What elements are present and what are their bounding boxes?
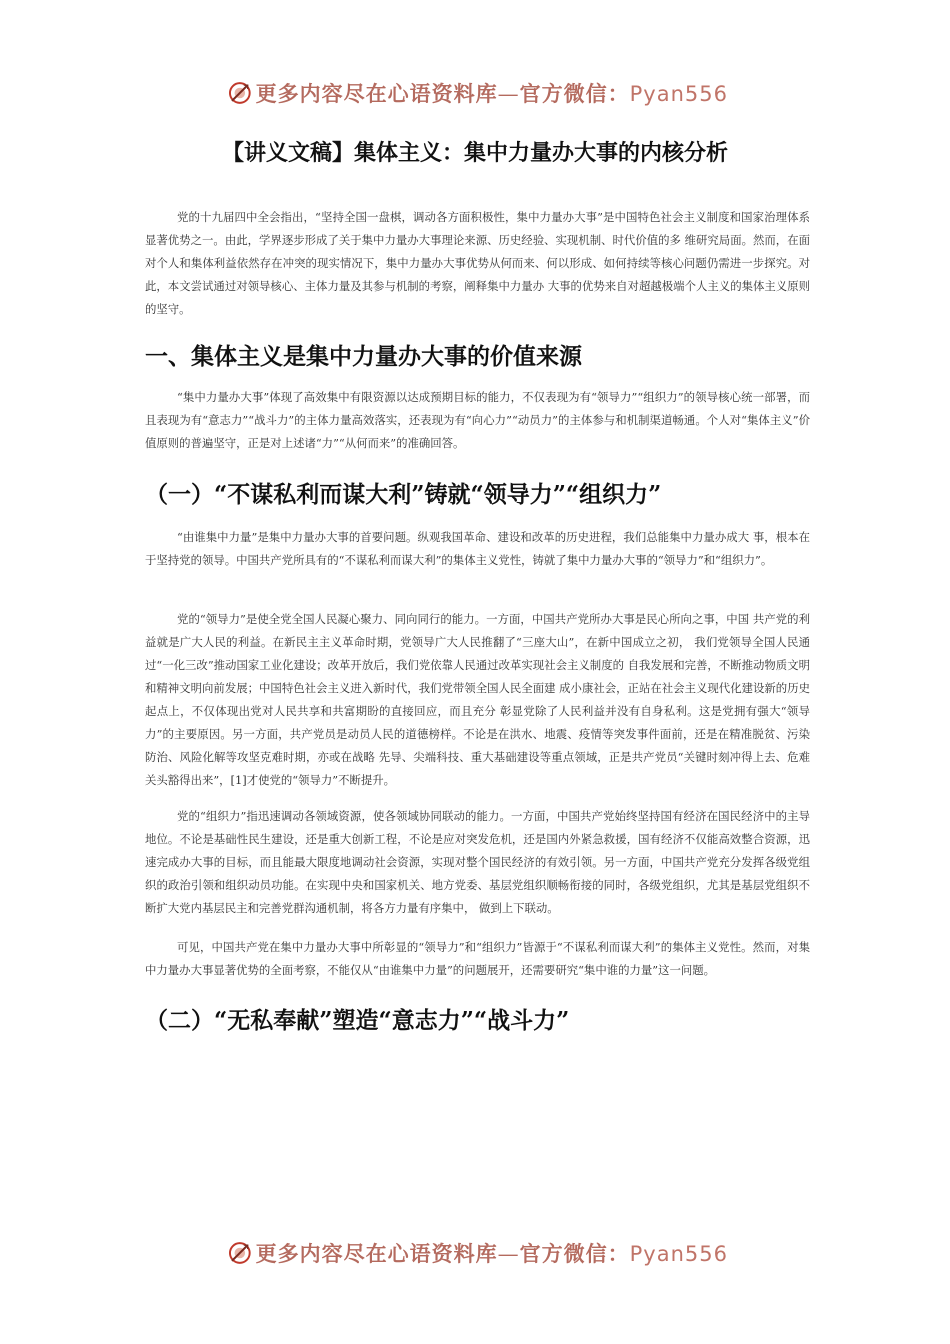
banner-text: 更多内容尽在心语资料库—官方微信：Pyan556 <box>255 81 728 106</box>
section-1-paragraph: “集中力量办大事”体现了高效集中有限资源以达成预期目标的能力，不仅表现为有“领导力”“组织力”的领导核心统一部署，而且表现为有“意志力”“战斗力”的主体力量高效落实，还表现为有“向心力”“动员力”的主体参与和机制渠道畅通。个人对“集体主义”价值原则的普遍坚守，正是对上述诸“力”“从何而来”的准确回答。 <box>145 390 810 450</box>
subsection-1-paragraph-1: “由谁集中力量”是集中力量办大事的首要问题。纵观我国革命、建设和改革的历史进程，我们总能集中力量办成大 事，根本在于坚持党的领导。中国共产党所具有的“不谋私利而谋大利”的集体主义党性，铸就了集中力量办大事的“领导力”和“组织力”。 <box>145 530 810 567</box>
section-1-heading: 一、集体主义是集中力量办大事的价值来源 <box>145 344 582 370</box>
brand-logo-icon <box>228 75 252 111</box>
banner-text: 更多内容尽在心语资料库—官方微信：Pyan556 <box>255 1241 728 1266</box>
header-banner <box>228 73 728 113</box>
subsection-2-heading: （二）“无私奉献”塑造“意志力”“战斗力” <box>145 1007 570 1034</box>
brand-logo-icon <box>228 1235 252 1271</box>
footer-banner <box>228 1233 728 1273</box>
subsection-1-paragraph-3: 党的“组织力”指迅速调动各领域资源，使各领域协同联动的能力。一方面，中国共产党始终坚持国有经济在国民经济中的主导地位。不论是基础性民生建设，还是重大创新工程，不论是应对突发危机，还是国内外紧急救援，国有经济不仅能高效整合资源，迅速完成办大事的目标，而且能最大限度地调动社会资源，实现对整个国民经济的有效引领。另一方面，中国共产党充分发挥各级党组织的政治引领和组织动员功能。在实现中央和国家机关、地方党委、基层党组织顺畅衔接的同时，各级党组织，尤其是基层党组织不断扩大党内基层民主和完善党群沟通机制，将各方力量有序集中， 做到上下联动。 <box>145 809 810 915</box>
subsection-1-heading: （一）“不谋私利而谋大利”铸就“领导力”“组织力” <box>145 481 662 508</box>
document-title: 【讲义文稿】集体主义：集中力量办大事的内核分析 <box>221 141 728 166</box>
intro-paragraph: 党的十九届四中全会指出，“坚持全国一盘棋，调动各方面积极性，集中力量办大事”是中国特色社会主义制度和国家治理体系显著优势之一。由此，学界逐步形成了关于集中力量办大事理论来源、历史经验、实现机制、时代价值的多 维研究局面。然而，在面对个人和集体利益依然存在冲突的现实情况下，集中力量办大事优势从何而来、何以形成、如何持续等核心问题仍需进一步探究。对此，本文尝试通过对领导核心、主体力量及其参与机制的考察，阐释集中力量办 大事的优势来自对超越极端个人主义的集体主义原则的坚守。 <box>145 210 810 316</box>
subsection-1-paragraph-4: 可见，中国共产党在集中力量办大事中所彰显的“领导力”和“组织力”皆源于“不谋私利而谋大利”的集体主义党性。然而，对集中力量办大事显著优势的全面考察，不能仅从“由谁集中力量”的问题展开，还需要研究“集中谁的力量”这一问题。 <box>145 940 810 977</box>
subsection-1-paragraph-2: 党的“领导力”是使全党全国人民凝心聚力、同向同行的能力。一方面，中国共产党所办大事是民心所向之事，中国 共产党的利益就是广大人民的利益。在新民主主义革命时期，党领导广大人民推翻了“三座大山”，在新中国成立之初， 我们党领导全国人民通过“一化三改”推动国家工业化建设；改革开放后，我们党依靠人民通过改革实现社会主义制度的 自我发展和完善，不断推动物质文明和精神文明向前发展；中国特色社会主义进入新时代，我们党带领全国人民全面建 成小康社会，正站在社会主义现代化建设新的历史起点上，不仅体现出党对人民共享和共富期盼的直接回应，而且充分 彰显党除了人民利益并没有自身私利。这是党拥有强大“领导力”的主要原因。另一方面，共产党员是动员人民的道德榜样。不论是在洪水、地震、疫情等突发事件面前，还是在精准脱贫、污染防治、风险化解等攻坚克难时期，亦或在战略 先导、尖端科技、重大基础建设等重点领域，正是共产党员“关键时刻冲得上去、危难关头豁得出来”，[1]才使党的“领导力”不断提升。 <box>145 612 810 787</box>
